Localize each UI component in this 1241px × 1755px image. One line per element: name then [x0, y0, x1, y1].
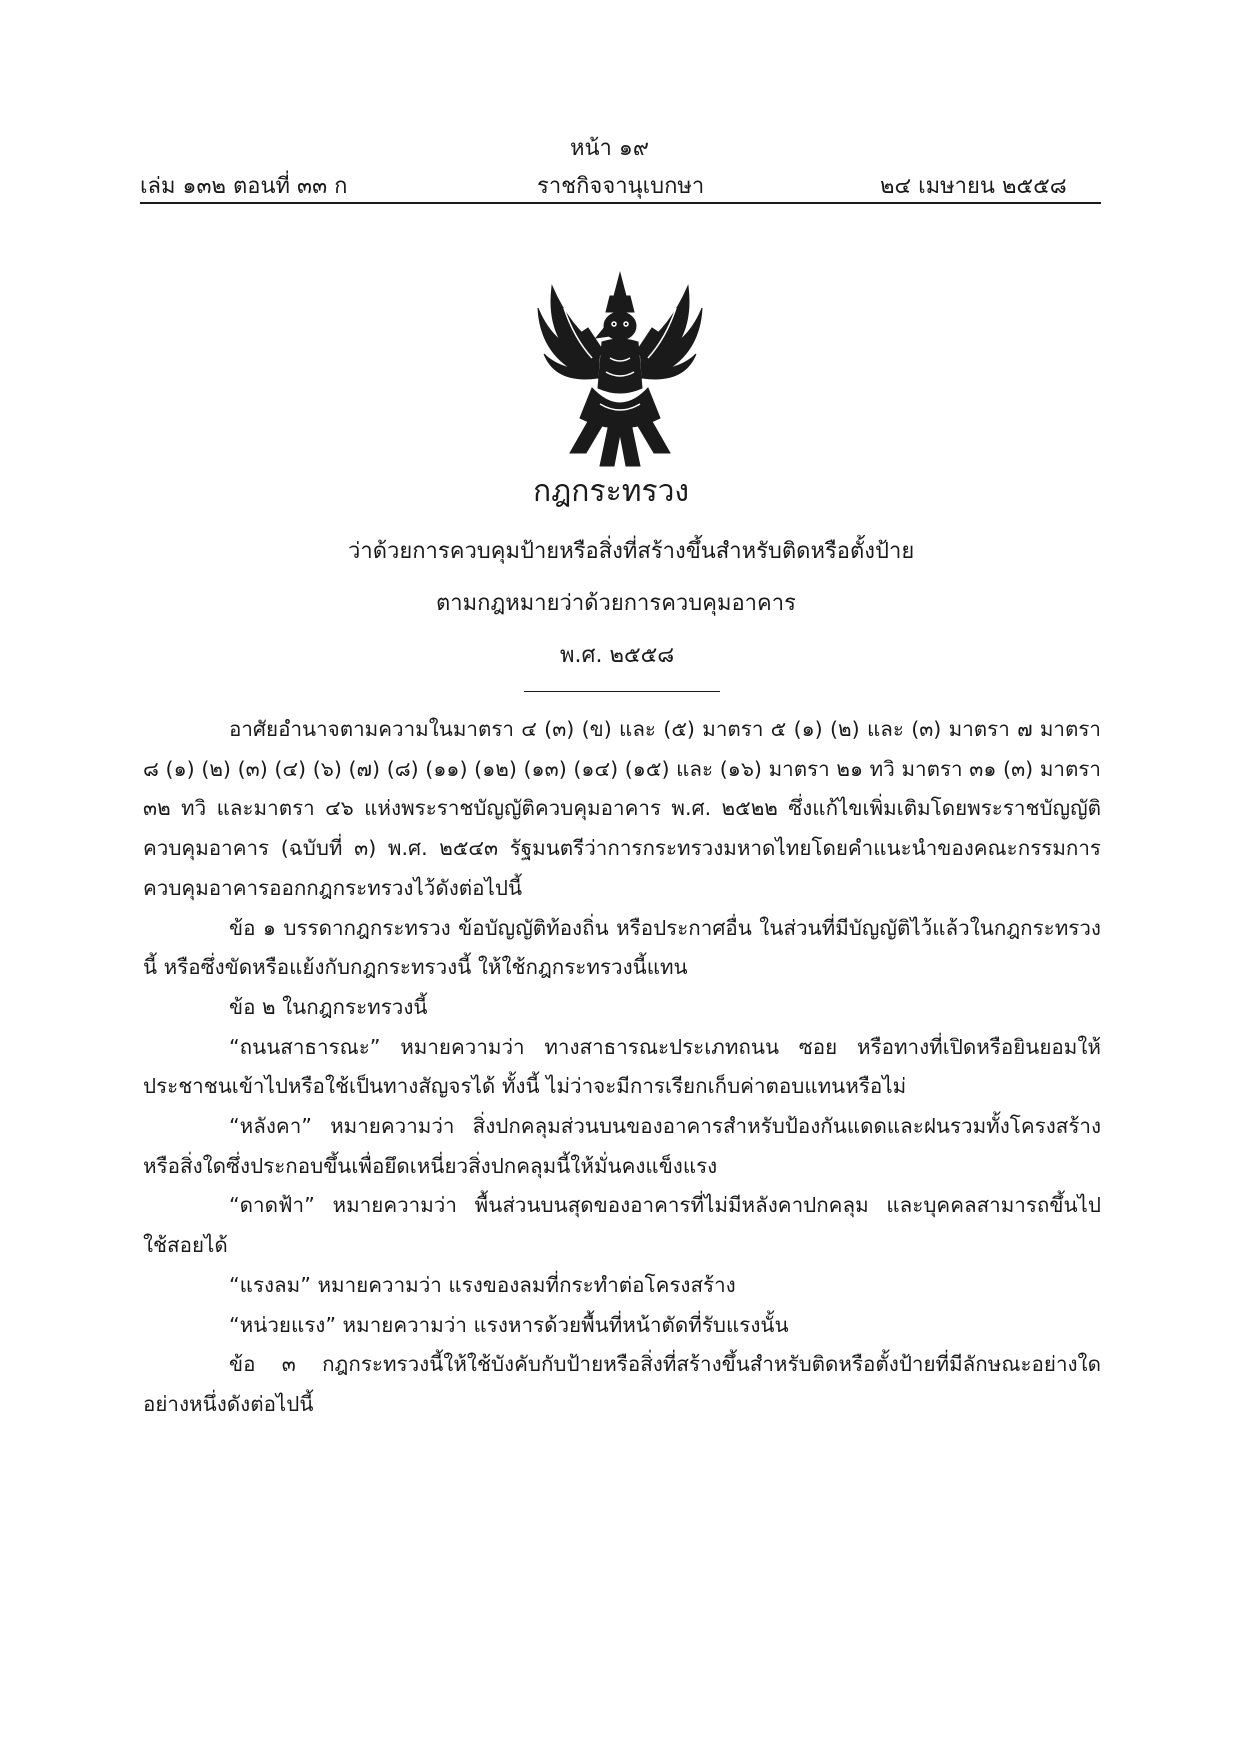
- gazette-name: ราชกิจจานุเบกษา: [537, 174, 705, 199]
- page-number: หน้า ๑๙: [570, 136, 649, 161]
- document-body: [143, 710, 1101, 1425]
- title-line-1: ว่าด้วยการควบคุมป้ายหรือสิ่งที่สร้างขึ้นสำหรับติดหรือตั้งป้าย: [348, 539, 915, 564]
- title-rule: [524, 691, 720, 692]
- definition-unit-stress: “หน่วยแรง” หมายความว่า แรงหารด้วยพื้นที่หน้าตัดที่รับแรงนั้น: [229, 1312, 789, 1337]
- definition-rooftop: “ดาดฟ้า” หมายความว่า พื้นส่วนบนสุดของอาคารที่ไม่มีหลังคาปกคลุม และบุคคลสามารถขึ้นไปใช้สอยได้: [143, 1193, 1101, 1258]
- title-year: พ.ศ. ๒๕๕๘: [560, 643, 675, 668]
- header-rule: [140, 202, 1101, 204]
- document-title: กฎกระทรวง: [533, 474, 690, 509]
- volume-issue: เล่ม ๑๓๒ ตอนที่ ๓๓ ก: [140, 174, 348, 199]
- garuda-emblem-icon: [530, 268, 710, 468]
- definition-wind-force: “แรงลม” หมายความว่า แรงของลมที่กระทำต่อโครงสร้าง: [229, 1272, 736, 1297]
- definition-roof: “หลังคา” หมายความว่า สิ่งปกคลุมส่วนบนของอาคารสำหรับป้องกันแดดและฝนรวมทั้งโครงสร้างหรือสิ่งใดซึ่งประกอบขึ้นเพื่อยึดเหนี่ยวสิ่งปกคลุมนี้ให้มั่นคงแข็งแรง: [143, 1114, 1101, 1178]
- clause-1: ข้อ ๑ บรรดากฎกระทรวง ข้อบัญญัติท้องถิ่น หรือประกาศอื่น ในส่วนที่มีบัญญัติไว้แล้วในกฎกระทรวงนี้ หรือซึ่งขัดหรือแย้งกับกฎกระทรวงนี้ ให้ใช้กฎกระทรวงนี้แทน: [143, 915, 1101, 980]
- publication-date: ๒๔ เมษายน ๒๕๕๘: [880, 174, 1067, 199]
- clause-2: ข้อ ๒ ในกฎกระทรวงนี้: [229, 994, 428, 1019]
- title-line-2: ตามกฎหมายว่าด้วยการควบคุมอาคาร: [436, 591, 796, 616]
- preamble-paragraph: อาศัยอำนาจตามความในมาตรา ๔ (๓) (ข) และ (๕) มาตรา ๕ (๑) (๒) และ (๓) มาตรา ๗ มาตรา ๘ (๑) (๒) (๓) (๔) (๖) (๗) (๘) (๑๑) (๑๒) (๑๓) (๑๔) (๑๕) และ (๑๖) มาตรา ๒๑ ทวิ มาตรา ๓๑ (๓) มาตรา ๓๒ ทวิ และมาตรา ๔๖ แห่งพระราชบัญญัติควบคุมอาคาร พ.ศ. ๒๕๒๒ ซึ่งแก้ไขเพิ่มเติมโดยพระราชบัญญัติควบคุมอาคาร (ฉบับที่ ๓) พ.ศ. ๒๕๔๓ รัฐมนตรีว่าการกระทรวงมหาดไทยโดยคำแนะนำของคณะกรรมการควบคุมอาคารออกกฎกระทรวงไว้ดังต่อไปนี้: [143, 717, 1101, 900]
- clause-3: ข้อ ๓ กฎกระทรวงนี้ให้ใช้บังคับกับป้ายหรือสิ่งที่สร้างขึ้นสำหรับติดหรือตั้งป้ายที่มีลักษณะอย่างใดอย่างหนึ่งดังต่อไปนี้: [143, 1352, 1101, 1416]
- definition-public-road: “ถนนสาธารณะ” หมายความว่า ทางสาธารณะประเภทถนน ซอย หรือทางที่เปิดหรือยินยอมให้ประชาชนเข้าไปหรือใช้เป็นทางสัญจรได้ ทั้งนี้ ไม่ว่าจะมีการเรียกเก็บค่าตอบแทนหรือไม่: [143, 1034, 1101, 1099]
